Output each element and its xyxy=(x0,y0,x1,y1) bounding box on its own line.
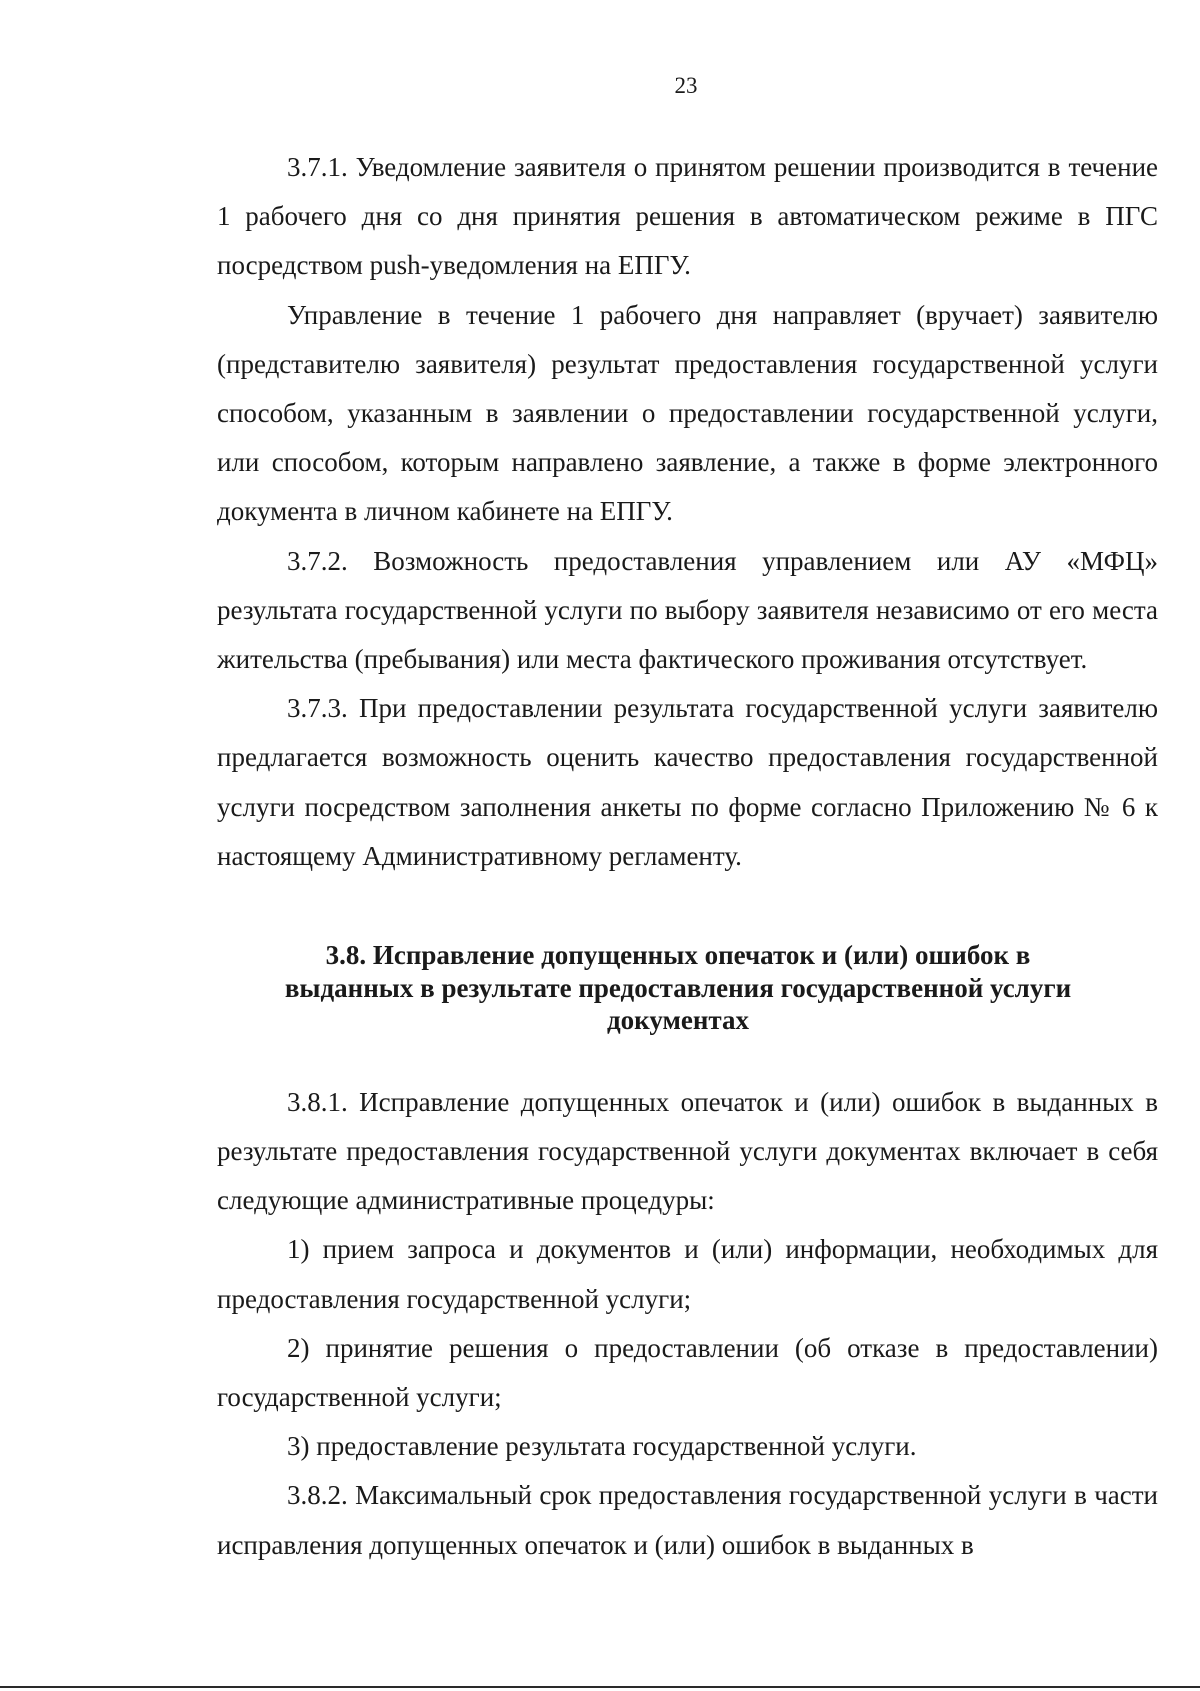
paragraph-3-8-2: 3.8.2. Максимальный срок предоставления государственной услуги в части исправления допущенных опечаток и (или) ошибок в выданных в xyxy=(217,1480,1158,1560)
section-heading-line: выданных в результате предоставления государственной услуги xyxy=(284,972,1072,1003)
paragraph-3-8-1: 3.8.1. Исправление допущенных опечаток и (или) ошибок в выданных в результате предоставления государственной услуги документах включает в себя следующие административные процедуры: xyxy=(217,1086,1158,1216)
list-item-procedure-3: 3) предоставление результата государственной услуги. xyxy=(287,1431,917,1462)
section-heading-line: 3.8. Исправление допущенных опечаток и (или) ошибок в xyxy=(325,940,1031,971)
section-heading-3-8 xyxy=(217,939,1158,1037)
paragraph-3-7-2: 3.7.2. Возможность предоставления управлением или АУ «МФЦ» результата государственной услуги по выбору заявителя независимо от его места жительства (пребывания) или места фактического проживания отсутствует. xyxy=(217,545,1158,675)
page-number: 23 xyxy=(674,73,698,98)
list-item-procedure-2: 2) принятие решения о предоставлении (об отказе в предоставлении) государственной услуги; xyxy=(217,1332,1158,1413)
paragraph-3-7-1: 3.7.1. Уведомление заявителя о принятом решении производится в течение 1 рабочего дня со дня принятия решения в автоматическом режиме в ПГС посредством push-уведомления на ЕПГУ. xyxy=(217,152,1158,281)
list-item-procedure-1: 1) прием запроса и документов и (или) информации, необходимых для предоставления государственной услуги; xyxy=(217,1234,1158,1314)
document-body xyxy=(217,143,1158,1570)
paragraph-delivery-of-result: Управление в течение 1 рабочего дня направляет (вручает) заявителю (представителю заявителя) результат предоставления государственной услуги способом, указанным в заявлении о предоставлении государственной услуги, или способом, которым направлено заявление, а также в форме электронного документа в личном кабинете на ЕПГУ. xyxy=(217,299,1158,527)
page-bottom-edge-line xyxy=(0,1686,1200,1688)
paragraph-3-7-3: 3.7.3. При предоставлении результата государственной услуги заявителю предлагается возможность оценить качество предоставления государственной услуги посредством заполнения анкеты по форме согласно Приложению № 6 к настоящему Административному регламенту. xyxy=(217,693,1158,871)
section-heading-line: документах xyxy=(606,1005,749,1036)
